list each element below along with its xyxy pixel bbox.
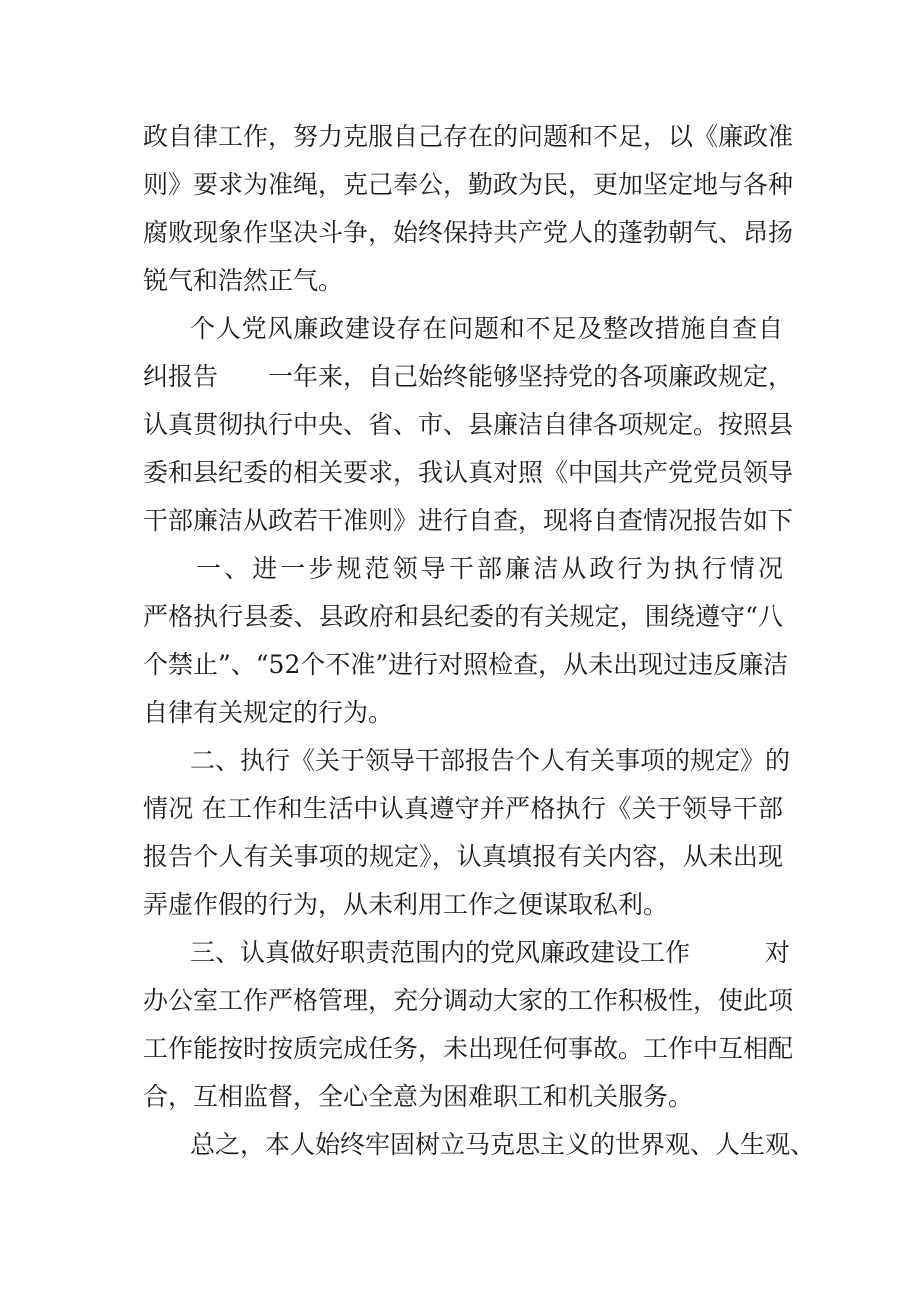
text-line: 腐败现象作坚决斗争，始终保持共产党人的蓬勃朝气、昂扬: [143, 218, 794, 247]
text-line: 弄虚作假的行为，从未利用工作之便谋取私利。: [143, 890, 669, 919]
text-line: 个禁止”、“52个不准”进行对照检查，从未出现过违反廉洁: [143, 650, 789, 679]
text-line: 纠报告 一年来，自己始终能够坚持党的各项廉政规定，: [143, 362, 794, 391]
text-line: 干部廉洁从政若干准则》进行自查，现将自查情况报告如下: [143, 506, 794, 535]
paragraph-heading: 个人党风廉政建设存在问题和不足及整改措施自查自: [190, 314, 783, 343]
text-line: 自律有关规定的行为。: [143, 698, 394, 727]
section-heading: 二、执行《关于领导干部报告个人有关事项的规定》的: [190, 746, 791, 775]
text-line: 锐气和浩然正气。: [143, 266, 344, 295]
text-line: 严格执行县委、县政府和县纪委的有关规定，围绕遵守“八: [143, 602, 783, 631]
text-line: 则》要求为准绳，克己奉公，勤政为民，更加坚定地与各种: [143, 170, 794, 199]
text-line: 情况 在工作和生活中认真遵守并严格执行《关于领导干部: [143, 794, 783, 823]
text-line: 合，互相监督，全心全意为困难职工和机关服务。: [143, 1082, 694, 1111]
text-line: 政自律工作，努力克服自己存在的问题和不足，以《廉政准: [143, 122, 794, 151]
text-line: 总之，本人始终牢固树立马克思主义的世界观、人生观、: [190, 1130, 816, 1159]
text-line: 工作能按时按质完成任务，未出现任何事故。工作中互相配: [143, 1034, 794, 1063]
text-line: 报告个人有关事项的规定》，认真填报有关内容，从未出现: [143, 842, 783, 871]
text-line: 办公室工作严格管理，充分调动大家的工作积极性，使此项: [143, 986, 794, 1015]
section-heading: 三、认真做好职责范围内的党风廉政建设工作 对: [190, 938, 791, 967]
text-line: 认真贯彻执行中央、省、市、县廉洁自律各项规定。按照县: [143, 410, 794, 439]
section-heading: 一、进一步规范领导干部廉洁从政行为执行情况: [196, 554, 783, 583]
text-line: 委和县纪委的相关要求，我认真对照《中国共产党党员领导: [143, 458, 794, 487]
